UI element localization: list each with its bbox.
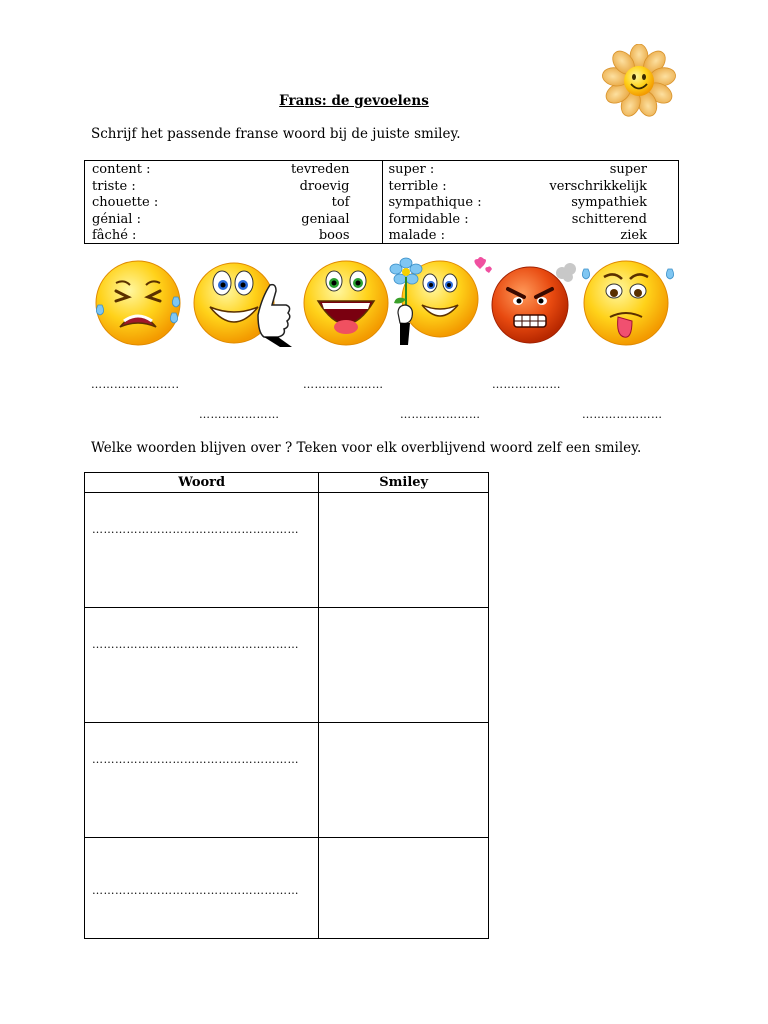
column-header-word: Woord — [85, 473, 319, 493]
word-blank: ……………………………………………… — [92, 638, 299, 651]
flower-smiley-icon — [602, 44, 676, 118]
instruction-text: Schrijf het passende franse woord bij de juiste smiley. — [91, 126, 461, 142]
word-smiley-table — [84, 472, 489, 939]
vocab-row — [92, 212, 350, 229]
vocab-row — [389, 228, 648, 245]
answer-blank[interactable]: ………………….. — [91, 378, 180, 391]
word-blank: ……………………………………………… — [92, 753, 299, 766]
dutch-word: geniaal — [301, 211, 350, 227]
angry-smiley-icon — [490, 255, 580, 347]
sick-smiley-icon — [580, 255, 678, 347]
laughing-smiley-icon — [300, 255, 392, 347]
word-cell[interactable] — [85, 493, 319, 608]
answer-blank[interactable]: ………………… — [400, 408, 481, 421]
dutch-word: schitterend — [571, 211, 647, 227]
dutch-word: tevreden — [290, 162, 350, 177]
dutch-word: ziek — [620, 228, 647, 243]
vocab-row — [389, 179, 648, 196]
column-header-smiley: Smiley — [319, 473, 489, 493]
word-cell[interactable] — [85, 723, 319, 838]
answer-blank[interactable]: ………………… — [303, 378, 384, 391]
french-word: génial : — [92, 211, 141, 227]
dutch-word: boos — [318, 228, 350, 243]
table-header-row — [85, 473, 489, 493]
word-cell[interactable] — [85, 838, 319, 939]
vocab-row — [389, 212, 648, 229]
thumbs-up-smiley-icon — [192, 255, 296, 347]
french-word: chouette : — [92, 195, 159, 210]
vocabulary-table — [84, 160, 679, 244]
crying-smiley-icon — [92, 255, 184, 347]
vocab-row — [92, 179, 350, 196]
french-word: terrible : — [388, 178, 447, 194]
page-title: Frans: de gevoelens — [279, 93, 429, 109]
vocab-column-right — [382, 161, 679, 243]
table-row — [85, 608, 489, 723]
smiley-drawing-cell[interactable] — [319, 493, 489, 608]
french-word: sympathique : — [388, 195, 482, 210]
vocab-row — [92, 228, 350, 245]
vocab-row — [92, 162, 350, 179]
answer-blank[interactable]: ……………… — [492, 378, 561, 391]
word-blank: ……………………………………………… — [92, 884, 299, 897]
smiley-drawing-cell[interactable] — [319, 723, 489, 838]
french-word: formidable : — [388, 211, 469, 227]
word-cell[interactable] — [85, 608, 319, 723]
flower-holding-smiley-icon — [388, 255, 496, 347]
dutch-word: tof — [331, 195, 350, 210]
table-row — [85, 723, 489, 838]
word-blank: ……………………………………………… — [92, 523, 299, 536]
vocab-column-left — [85, 161, 382, 243]
vocab-row — [389, 195, 648, 212]
dutch-word: verschrikkelijk — [549, 178, 647, 194]
table-row — [85, 838, 489, 939]
french-word: fâché : — [92, 228, 137, 243]
vocab-row — [389, 162, 648, 179]
smiley-drawing-cell[interactable] — [319, 838, 489, 939]
french-word: super : — [388, 162, 435, 177]
answer-blank[interactable]: ………………… — [199, 408, 280, 421]
smiley-drawing-cell[interactable] — [319, 608, 489, 723]
question-text: Welke woorden blijven over ? Teken voor elk overblijvend woord zelf een smiley. — [91, 440, 642, 456]
french-word: malade : — [388, 228, 446, 243]
dutch-word: droevig — [299, 178, 350, 194]
dutch-word: super — [609, 162, 647, 177]
french-word: content : — [92, 162, 151, 177]
table-row — [85, 493, 489, 608]
answer-blank[interactable]: ………………… — [582, 408, 663, 421]
french-word: triste : — [92, 178, 136, 194]
dutch-word: sympathiek — [571, 195, 647, 210]
vocab-row — [92, 195, 350, 212]
